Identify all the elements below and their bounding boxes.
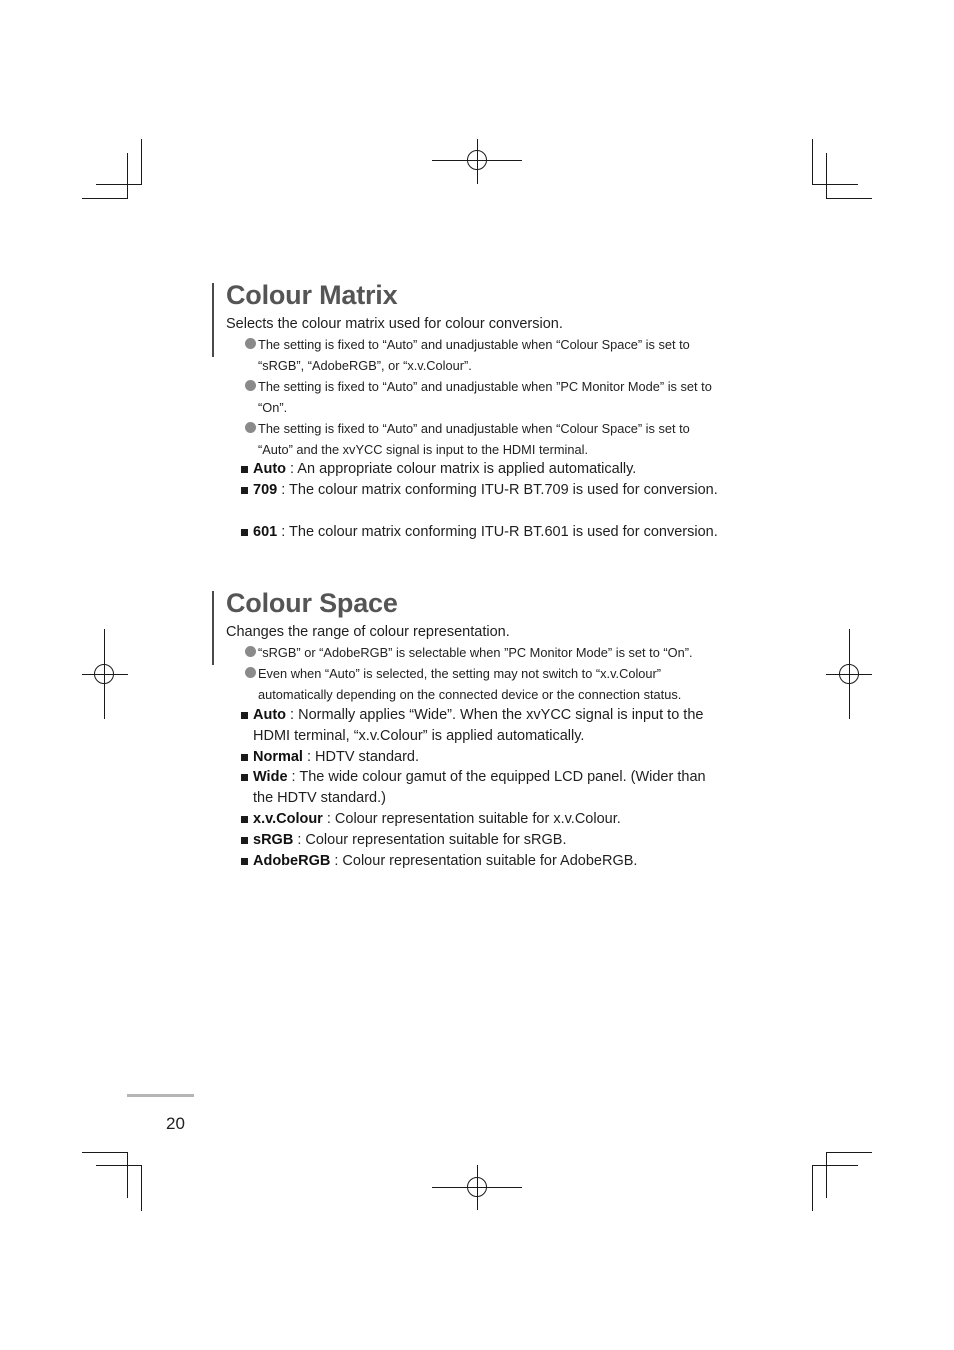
colour-space-intro: Changes the range of colour representation. xyxy=(226,624,510,640)
option-description: : The colour matrix conforming ITU-R BT.709 is used for conversion. xyxy=(277,482,718,498)
square-bullet-icon xyxy=(241,816,248,823)
crop-mark-line xyxy=(82,198,128,199)
option-description: : HDTV standard. xyxy=(302,749,420,765)
option-item xyxy=(241,830,727,851)
option-description: : The wide colour gamut of the equipped LCD panel. (Wider than the HDTV standard.) xyxy=(253,769,706,806)
crop-mark-line xyxy=(826,198,872,199)
square-bullet-icon xyxy=(241,487,248,494)
page-number-rule xyxy=(127,1094,194,1097)
note-item: The setting is fixed to “Auto” and unadjustable when “Colour Space” is set to “Auto” and the xvYCC signal is input to the HDMI terminal. xyxy=(245,418,725,460)
option-term: AdobeRGB xyxy=(253,853,331,869)
option-description: : Colour representation suitable for sRGB. xyxy=(293,832,567,848)
option-term: x.v.Colour xyxy=(253,811,323,827)
page-number: 20 xyxy=(166,1114,185,1133)
square-bullet-icon xyxy=(241,754,248,761)
crop-mark-line xyxy=(96,184,142,185)
crop-mark-line xyxy=(96,1165,142,1166)
crop-mark-line xyxy=(812,139,813,185)
crop-mark-line xyxy=(82,1152,128,1153)
square-bullet-icon xyxy=(241,774,248,781)
option-term: Auto xyxy=(253,707,287,723)
crop-mark-line xyxy=(812,184,858,185)
circle-bullet-icon xyxy=(245,646,256,657)
registration-target-icon xyxy=(467,150,487,170)
section-side-bar xyxy=(212,283,214,357)
crop-mark-line xyxy=(141,139,142,185)
option-term: Normal xyxy=(253,749,303,765)
square-bullet-icon xyxy=(241,712,248,719)
circle-bullet-icon xyxy=(245,338,256,349)
option-item xyxy=(241,459,727,480)
option-item xyxy=(241,705,727,747)
option-item xyxy=(241,480,727,501)
colour-matrix-title: Colour Matrix xyxy=(226,280,398,310)
crop-mark-line xyxy=(812,1165,813,1211)
circle-bullet-icon xyxy=(245,380,256,391)
option-item xyxy=(241,767,727,809)
section-side-bar xyxy=(212,591,214,665)
option-term: 601 xyxy=(253,524,278,540)
crop-mark-line xyxy=(141,1165,142,1211)
option-description: : Colour representation suitable for AdobeRGB. xyxy=(330,853,638,869)
colour-matrix-intro: Selects the colour matrix used for colour conversion. xyxy=(226,316,563,332)
note-item: “sRGB” or “AdobeRGB” is selectable when ”PC Monitor Mode” is set to “On”. xyxy=(245,642,725,663)
crop-mark-line xyxy=(826,1152,872,1153)
option-term: 709 xyxy=(253,482,278,498)
crop-mark-line xyxy=(812,1165,858,1166)
colour-space-section xyxy=(212,588,732,888)
colour-matrix-section xyxy=(212,280,732,580)
registration-target-icon xyxy=(467,1177,487,1197)
note-item: The setting is fixed to “Auto” and unadjustable when ”PC Monitor Mode” is set to “On”. xyxy=(245,376,725,418)
circle-bullet-icon xyxy=(245,422,256,433)
option-term: Wide xyxy=(253,769,288,785)
option-item xyxy=(241,809,727,830)
square-bullet-icon xyxy=(241,837,248,844)
option-term: sRGB xyxy=(253,832,294,848)
square-bullet-icon xyxy=(241,858,248,865)
option-term: Auto xyxy=(253,461,287,477)
option-item xyxy=(241,747,727,768)
note-item: The setting is fixed to “Auto” and unadjustable when “Colour Space” is set to “sRGB”, “AdobeRGB”, or “x.v.Colour”. xyxy=(245,334,725,376)
option-description: : The colour matrix conforming ITU-R BT.601 is used for conversion. xyxy=(277,524,718,540)
circle-bullet-icon xyxy=(245,667,256,678)
option-item xyxy=(241,851,727,872)
square-bullet-icon xyxy=(241,529,248,536)
option-description: : Normally applies “Wide”. When the xvYCC signal is input to the HDMI terminal, “x.v.Colour” is applied automatically. xyxy=(253,707,704,744)
crop-mark-line xyxy=(826,153,827,199)
registration-target-icon xyxy=(94,664,114,684)
option-description: : Colour representation suitable for x.v.Colour. xyxy=(322,811,621,827)
crop-mark-line xyxy=(127,1152,128,1198)
colour-space-title: Colour Space xyxy=(226,588,398,618)
registration-target-icon xyxy=(839,664,859,684)
crop-mark-line xyxy=(127,153,128,199)
square-bullet-icon xyxy=(241,466,248,473)
note-item: Even when “Auto” is selected, the setting may not switch to “x.v.Colour” automatically depending on the connected device or the connection status. xyxy=(245,663,725,705)
option-description: : An appropriate colour matrix is applied automatically. xyxy=(286,461,637,477)
option-item xyxy=(241,522,727,543)
crop-mark-line xyxy=(826,1152,827,1198)
